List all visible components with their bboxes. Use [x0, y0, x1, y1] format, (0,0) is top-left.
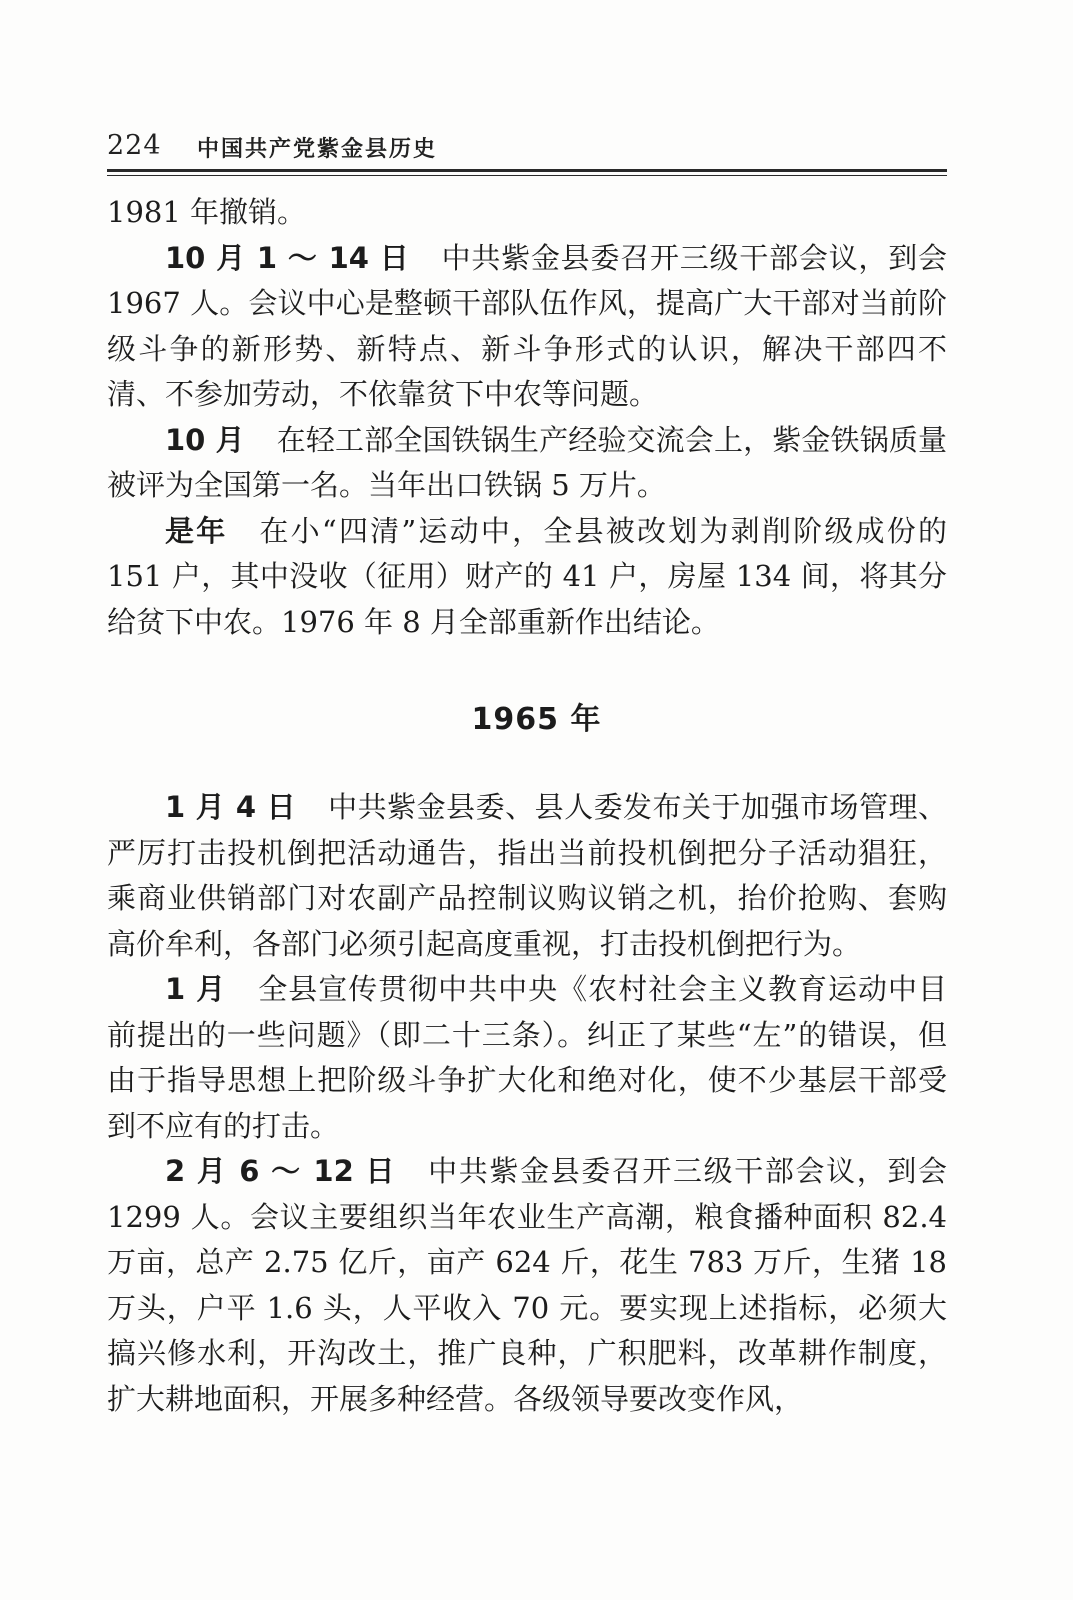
entry-date: 10 月 1 ～ 14 日 [165, 240, 410, 275]
book-title: 中国共产党紫金县历史 [197, 136, 438, 162]
continuation-line: 1981 年撤销。 [107, 195, 307, 229]
entry-date: 2 月 6 ～ 12 日 [165, 1154, 397, 1188]
header-rule-thick [107, 169, 947, 172]
section-1964-continued [107, 190, 947, 645]
entry-paragraph [107, 1149, 947, 1422]
entry-paragraph [107, 509, 947, 646]
entry-paragraph [107, 418, 947, 509]
entry-text: 中共紫金县委召开三级干部会议，到会 1299 人。会议主要组织当年农业生产高潮，粮食播种面积 82.4 万亩，总产 2.75 亿斤，亩产 624 斤，花生 783 万斤，生猪 18 万头，户平 1.6 头，人平收入 70 元。要实现上述指标，必须大搞兴修水利，开沟改土，推广良种，广积肥料，改革耕作制度，扩大耕地面积，开展多种经营。各级领导要改变作风， [107, 1154, 947, 1416]
entry-paragraph [107, 236, 947, 418]
header-rule-thin [107, 175, 947, 176]
entry-text: 在轻工部全国铁锅生产经验交流会上，紫金铁锅质量被评为全国第一名。当年出口铁锅 5 万片。 [107, 422, 947, 502]
entry-paragraph [107, 967, 947, 1149]
entry-date: 1 月 4 日 [165, 790, 297, 824]
entry-date: 1 月 [165, 972, 227, 1006]
entry-date: 10 月 [165, 422, 245, 457]
page-number: 224 [107, 130, 162, 161]
entry-paragraph [107, 785, 947, 967]
entry-text: 中共紫金县委、县人委发布关于加强市场管理、严厉打击投机倒把活动通告，指出当前投机倒把分子活动猖狂，乘商业供销部门对农副产品控制议购议销之机，抬价抢购、套购高价牟利，各部门必须引起高度重视，打击投机倒把行为。 [107, 790, 947, 961]
running-header [107, 126, 947, 166]
entry-text: 中共紫金县委召开三级干部会议，到会 1967 人。会议中心是整顿干部队伍作风，提高广大干部对当前阶级斗争的新形势、新特点、新斗争形式的认识，解决干部四不清、不参加劳动，不依靠贫下中农等问题。 [107, 240, 947, 411]
year-heading: 1965 年 [471, 702, 602, 737]
entry-date: 是年 [165, 513, 228, 548]
section-1965 [107, 785, 947, 1422]
entry-text: 全县宣传贯彻中共中央《农村社会主义教育运动中目前提出的一些问题》（即二十三条）。纠正了某些“左”的错误，但由于指导思想上把阶级斗争扩大化和绝对化，使不少基层干部受到不应有的打击。 [107, 972, 947, 1143]
entry-text: 在小“四清”运动中，全县被改划为剥削阶级成份的 151 户，其中没收（征用）财产的 41 户，房屋 134 间，将其分给贫下中农。1976 年 8 月全部重新作出结论。 [107, 513, 947, 639]
